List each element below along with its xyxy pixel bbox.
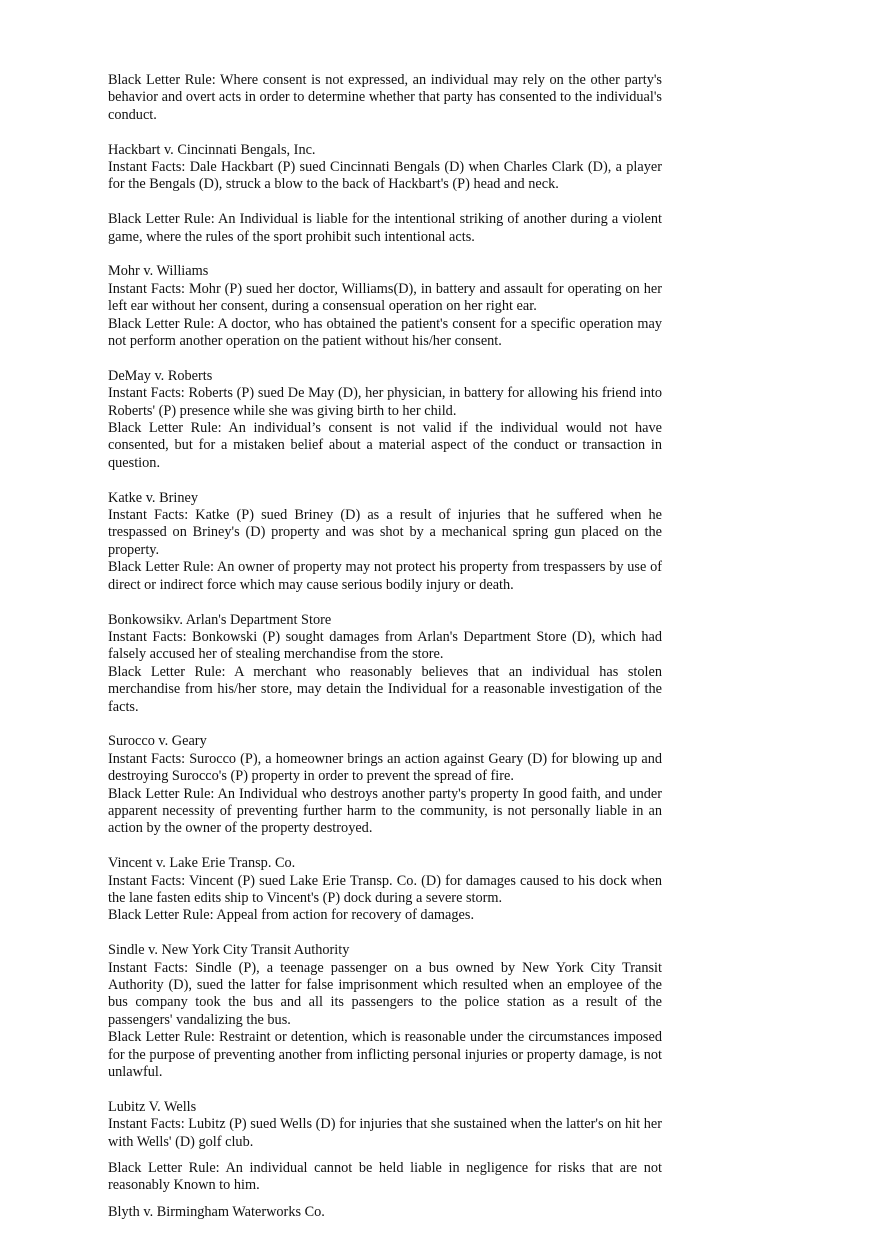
- case-surocco: [108, 733, 662, 837]
- case-title: Katke v. Briney: [108, 489, 198, 506]
- case-black-letter-rule: Black Letter Rule: Appeal from action for recovery of damages.: [108, 907, 475, 924]
- case-black-letter-rule: Black Letter Rule: An individual cannot be held liable in negligence for risks that are not reasonably Known to him.: [108, 1160, 662, 1194]
- section-gap: [108, 194, 662, 211]
- case-lubitz: [108, 1099, 662, 1195]
- case-bonkowski: [108, 612, 662, 716]
- case-black-letter-rule: Black Letter Rule: An owner of property may not protect his property from trespassers by use of direct or indirect force which may cause serious bodily injury or death.: [108, 559, 662, 593]
- case-hackbart: [108, 142, 662, 246]
- case-title: DeMay v. Roberts: [108, 367, 213, 384]
- case-instant-facts: Instant Facts: Sindle (P), a teenage passenger on a bus owned by New York City Transit Authority (D), sued the latter for false imprisonment which resulted when an employee of the bus company took the bus and all its passengers to the police station as a result of the passengers' vandalizing the bus.: [108, 959, 662, 1028]
- section-gap: [108, 1081, 662, 1098]
- case-instant-facts: Instant Facts: Roberts (P) sued De May (D), her physician, in battery for allowing his friend into Roberts' (P) presence while she was giving birth to her child.: [108, 385, 662, 419]
- section-gap: [108, 1151, 662, 1160]
- case-title: Mohr v. Williams: [108, 263, 209, 280]
- case-black-letter-rule: Black Letter Rule: A merchant who reasonably believes that an individual has stolen merchandise from his/her store, may detain the Individual for a reasonable investigation of the facts.: [108, 663, 662, 715]
- case-title: Hackbart v. Cincinnati Bengals, Inc.: [108, 141, 316, 158]
- case-blyth: [108, 1204, 662, 1221]
- case-black-letter-rule: Black Letter Rule: An individual’s consent is not valid if the individual would not have consented, but for a mistaken belief about a material aspect of the conduct or transaction in question.: [108, 420, 662, 471]
- section-gap: [108, 716, 662, 733]
- document-page: [108, 72, 662, 1221]
- case-mohr: [108, 263, 662, 350]
- case-instant-facts: Instant Facts: Lubitz (P) sued Wells (D) for injuries that she sustained when the latter's on hit her with Wells' (D) golf club.: [108, 1116, 662, 1150]
- case-instant-facts: Instant Facts: Vincent (P) sued Lake Erie Transp. Co. (D) for damages caused to his dock when the lane fasten edits ship to Vincent's (P) dock during a severe storm.: [108, 872, 662, 906]
- section-gap: [108, 472, 662, 489]
- case-vincent: [108, 855, 662, 925]
- case-instant-facts: Instant Facts: Katke (P) sued Briney (D) as a result of injuries that he suffered when he trespassed on Briney's (D) property and was shot by a mechanical spring gun placed on the property.: [108, 507, 662, 558]
- case-black-letter-rule: Black Letter Rule: A doctor, who has obtained the patient's consent for a specific operation may not perform another operation on the patient without his/her consent.: [108, 315, 662, 350]
- case-title: Lubitz V. Wells: [108, 1098, 197, 1115]
- section-gap: [108, 350, 662, 367]
- section-gap: [108, 124, 662, 141]
- section-gap: [108, 1195, 662, 1204]
- case-black-letter-rule: Black Letter Rule: An Individual who destroys another party's property In good faith, and under apparent necessity of preventing further harm to the community, is not personally liable in an action by the owner of the property destroyed.: [108, 785, 662, 837]
- section-gap: [108, 838, 662, 855]
- case-instant-facts: Instant Facts: Surocco (P), a homeowner brings an action against Geary (D) for blowing up and destroying Surocco's (P) property in order to prevent the spread of fire.: [108, 750, 662, 785]
- intro-black-letter-rule: Black Letter Rule: Where consent is not expressed, an individual may rely on the other party's behavior and overt acts in order to determine whether that party has consented to the individual's conduct.: [108, 72, 662, 123]
- case-title: Surocco v. Geary: [108, 733, 207, 750]
- section-gap: [108, 925, 662, 942]
- case-black-letter-rule: Black Letter Rule: An Individual is liable for the intentional striking of another during a violent game, where the rules of the sport prohibit such intentional acts.: [108, 211, 662, 245]
- case-black-letter-rule: Black Letter Rule: Restraint or detention, which is reasonable under the circumstances imposed for the purpose of preventing another from inflicting personal injuries or property damage, is not unlawful.: [108, 1029, 662, 1081]
- case-instant-facts: Instant Facts: Mohr (P) sued her doctor, Williams(D), in battery and assault for operating on her left ear without her consent, during a consensual operation on her right ear.: [108, 280, 662, 315]
- case-demay: [108, 368, 662, 472]
- case-sindle: [108, 942, 662, 1081]
- case-instant-facts: Instant Facts: Dale Hackbart (P) sued Cincinnati Bengals (D) when Charles Clark (D), a player for the Bengals (D), struck a blow to the back of Hackbart's (P) head and neck.: [108, 159, 662, 193]
- section-gap: [108, 594, 662, 611]
- section-gap: [108, 246, 662, 263]
- case-instant-facts: Instant Facts: Bonkowski (P) sought damages from Arlan's Department Store (D), which had falsely accused her of stealing merchandise from the store.: [108, 628, 662, 663]
- case-title: Vincent v. Lake Erie Transp. Co.: [108, 855, 296, 872]
- case-title: Bonkowsikv. Arlan's Department Store: [108, 611, 332, 628]
- case-title: Blyth v. Birmingham Waterworks Co.: [108, 1203, 325, 1220]
- case-title: Sindle v. New York City Transit Authority: [108, 942, 350, 959]
- case-katke: [108, 490, 662, 594]
